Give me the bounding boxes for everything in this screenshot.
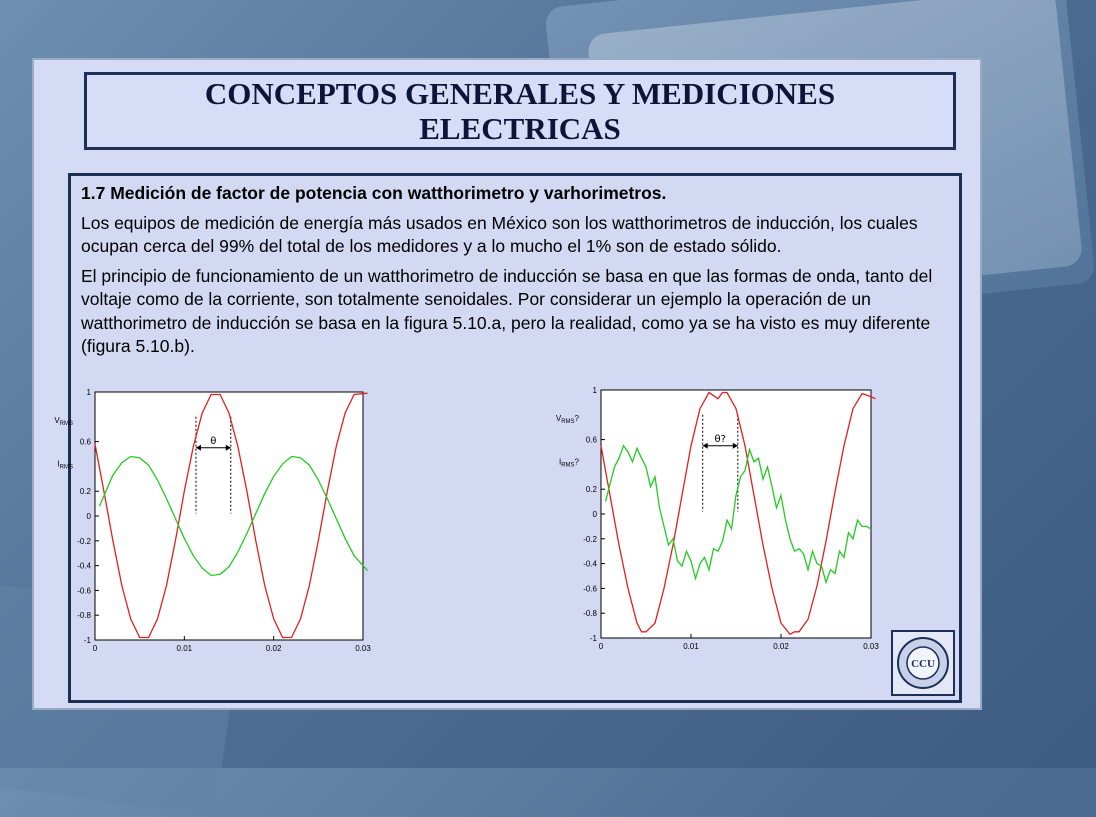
x-tick-label: 0.03 [863, 642, 879, 651]
axis-annotation: $I_{RMS}$ [57, 459, 73, 471]
x-tick-label: 0.01 [176, 644, 193, 653]
y-tick-label: 0 [86, 512, 91, 521]
y-tick-label: -0.6 [77, 586, 91, 596]
y-tick-label: -0.8 [583, 609, 597, 619]
x-tick-label: 0.02 [773, 642, 789, 651]
y-tick-label: -0.2 [77, 536, 91, 546]
slide-panel [32, 58, 982, 710]
y-tick-label: -0.2 [583, 534, 597, 544]
phase-angle-label: θ [210, 435, 217, 447]
y-tick-label: 1 [86, 388, 91, 397]
title-box [84, 72, 956, 150]
phase-angle-label: θ? [714, 433, 726, 445]
x-tick-label: 0.01 [683, 642, 699, 651]
x-tick-label: 0 [92, 644, 98, 653]
x-tick-label: 0.02 [265, 644, 282, 653]
axis-annotation: $V_{RMS}$? [555, 414, 579, 425]
slide-title: CONCEPTOS GENERALES Y MEDICIONES ELECTRICAS [204, 76, 836, 146]
y-tick-label: 0.2 [585, 485, 597, 495]
y-tick-label: 0 [592, 510, 597, 519]
y-tick-label: 0.6 [585, 435, 597, 445]
y-tick-label: -0.8 [77, 611, 91, 621]
y-tick-label: 0.2 [79, 487, 91, 497]
y-tick-label: -0.4 [583, 559, 597, 569]
paragraph-2: El principio de funcionamiento de un watthorimetro de inducción se basa en que las formas de onda, tanto del voltaje como de la corriente, son totalmente senoidales. Por considerar un ejemplo la operación de un watthorimetro de inducción se basa en la figura 5.10.a, pero la realidad, como ya se ha visto es muy diferente (figura 5.10.b). [81, 265, 933, 356]
y-tick-label: 1 [592, 386, 597, 395]
x-tick-label: 0.03 [355, 644, 371, 653]
y-tick-label: 0.6 [79, 437, 91, 447]
waveform-charts [54, 176, 959, 696]
content-box [54, 173, 962, 703]
logo-text: CCU [911, 658, 935, 670]
paragraph-1: Los equipos de medición de energía más usados en México son los watthorimetros de inducción, los cuales ocupan cerca del 99% del total de los medidores y a lo mucho el 1% son de estado sólido. [81, 212, 918, 256]
y-tick-label: -0.6 [583, 584, 597, 594]
x-tick-label: 0 [598, 642, 604, 651]
axis-annotation: $I_{RMS}$? [558, 457, 579, 469]
chart-figure-b [556, 386, 879, 651]
y-tick-label: -0.4 [77, 561, 91, 571]
chart-figure-a [54, 388, 371, 653]
y-tick-label: -1 [589, 634, 597, 643]
section-heading: 1.7 Medición de factor de potencia con watthorimetro y varhorimetros. [81, 183, 667, 203]
y-tick-label: -1 [83, 636, 91, 645]
axis-annotation: $V_{RMS}$ [54, 416, 73, 427]
institution-logo [891, 630, 955, 696]
